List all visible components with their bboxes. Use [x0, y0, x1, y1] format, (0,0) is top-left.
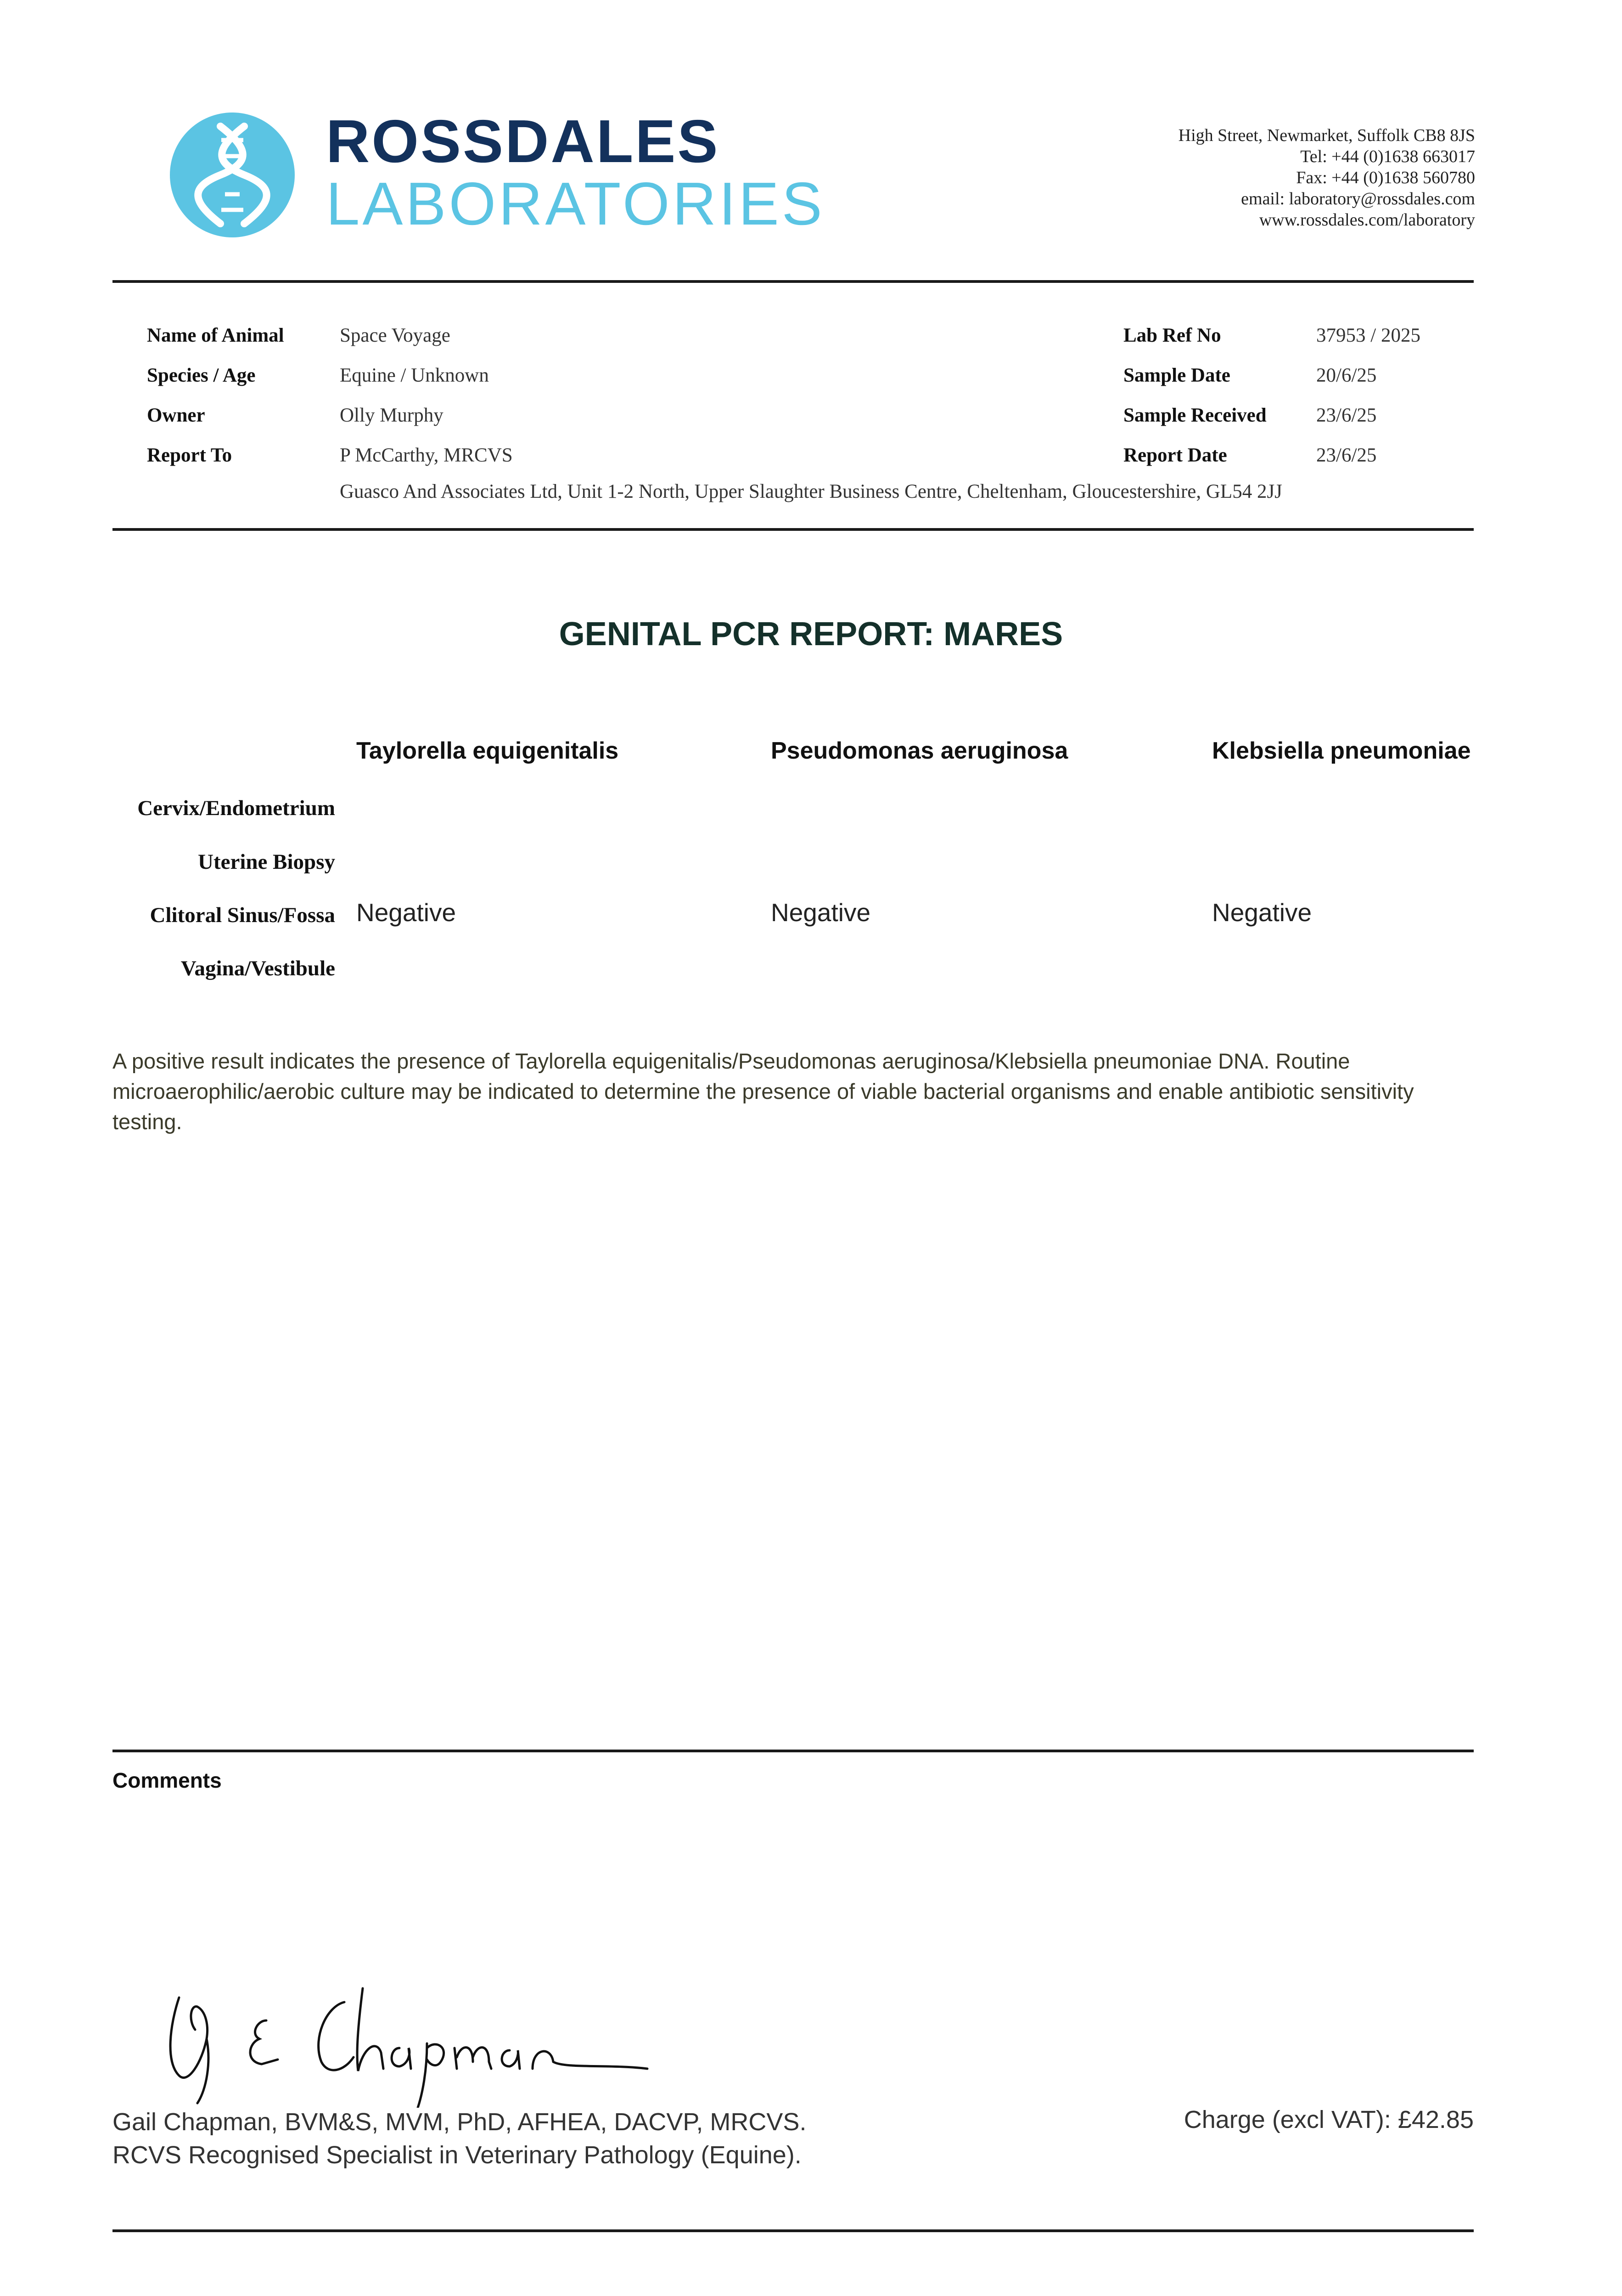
owner-value: Olly Murphy	[340, 405, 443, 426]
comments-divider	[112, 1750, 1474, 1752]
interpretation-note: A positive result indicates the presence of Taylorella equigenitalis/Pseudomonas aeruginosa/Klebsiella pneumoniae DNA. Routine microaerophilic/aerobic culture may be indicated to determine the presence of viable bacterial organisms and enable antibiotic sensitivity testing.	[112, 1049, 1414, 1134]
report-date-label: Report Date	[1123, 445, 1227, 466]
species-age-value: Equine / Unknown	[340, 365, 489, 386]
sample-date-value: 20/6/25	[1316, 365, 1377, 386]
animal-name-label: Name of Animal	[147, 325, 284, 346]
brand-name-line1: ROSSDALES	[326, 107, 720, 175]
contact-block	[1179, 125, 1475, 231]
result-taylorella-clitoral: Negative	[356, 898, 456, 927]
signatory-name: Gail Chapman, BVM&S, MVM, PhD, AFHEA, DACVP, MRCVS.	[112, 2108, 807, 2136]
column-header-klebsiella: Klebsiella pneumoniae	[1212, 737, 1471, 764]
row-label-cervix-endometrium: Cervix/Endometrium	[137, 796, 335, 820]
lab-ref-value: 37953 / 2025	[1316, 325, 1420, 346]
signatory-block	[112, 2105, 806, 2172]
contact-address: High Street, Newmarket, Suffolk CB8 8JS	[1178, 126, 1475, 145]
dna-helix-icon	[170, 113, 295, 237]
signature-image	[152, 1970, 657, 2108]
report-date-value: 23/6/25	[1316, 445, 1377, 466]
footer-divider	[112, 2229, 1474, 2232]
report-to-label: Report To	[147, 445, 232, 466]
contact-tel: Tel: +44 (0)1638 663017	[1300, 147, 1475, 166]
details-divider	[112, 528, 1474, 531]
contact-email: email: laboratory@rossdales.com	[1241, 189, 1475, 208]
header-divider	[112, 280, 1474, 283]
column-header-taylorella: Taylorella equigenitalis	[356, 737, 619, 764]
contact-web: www.rossdales.com/laboratory	[1259, 210, 1475, 230]
report-to-address: Guasco And Associates Ltd, Unit 1-2 North, Upper Slaughter Business Centre, Cheltenham, Gloucestershire, GL54 2JJ	[340, 481, 1282, 502]
species-age-label: Species / Age	[147, 365, 256, 386]
sample-received-label: Sample Received	[1123, 405, 1267, 426]
contact-fax: Fax: +44 (0)1638 560780	[1296, 168, 1475, 187]
row-label-vagina-vestibule: Vagina/Vestibule	[180, 957, 335, 980]
sample-date-label: Sample Date	[1123, 365, 1230, 386]
brand-name-line2: LABORATORIES	[326, 170, 825, 237]
lab-ref-label: Lab Ref No	[1123, 325, 1221, 346]
report-title: GENITAL PCR REPORT: MARES	[559, 616, 1063, 653]
owner-label: Owner	[147, 405, 205, 426]
row-label-clitoral-sinus-fossa: Clitoral Sinus/Fossa	[150, 903, 335, 927]
animal-name-value: Space Voyage	[340, 325, 450, 346]
signatory-title: RCVS Recognised Specialist in Veterinary Pathology (Equine).	[112, 2141, 802, 2169]
sample-received-value: 23/6/25	[1316, 405, 1377, 426]
column-header-pseudomonas: Pseudomonas aeruginosa	[771, 737, 1068, 764]
comments-heading: Comments	[112, 1768, 222, 1792]
result-pseudomonas-clitoral: Negative	[771, 898, 871, 927]
result-klebsiella-clitoral: Negative	[1212, 898, 1312, 927]
row-label-uterine-biopsy: Uterine Biopsy	[198, 850, 335, 874]
charge-amount: Charge (excl VAT): £42.85	[1184, 2106, 1474, 2133]
report-to-value: P McCarthy, MRCVS	[340, 445, 513, 466]
